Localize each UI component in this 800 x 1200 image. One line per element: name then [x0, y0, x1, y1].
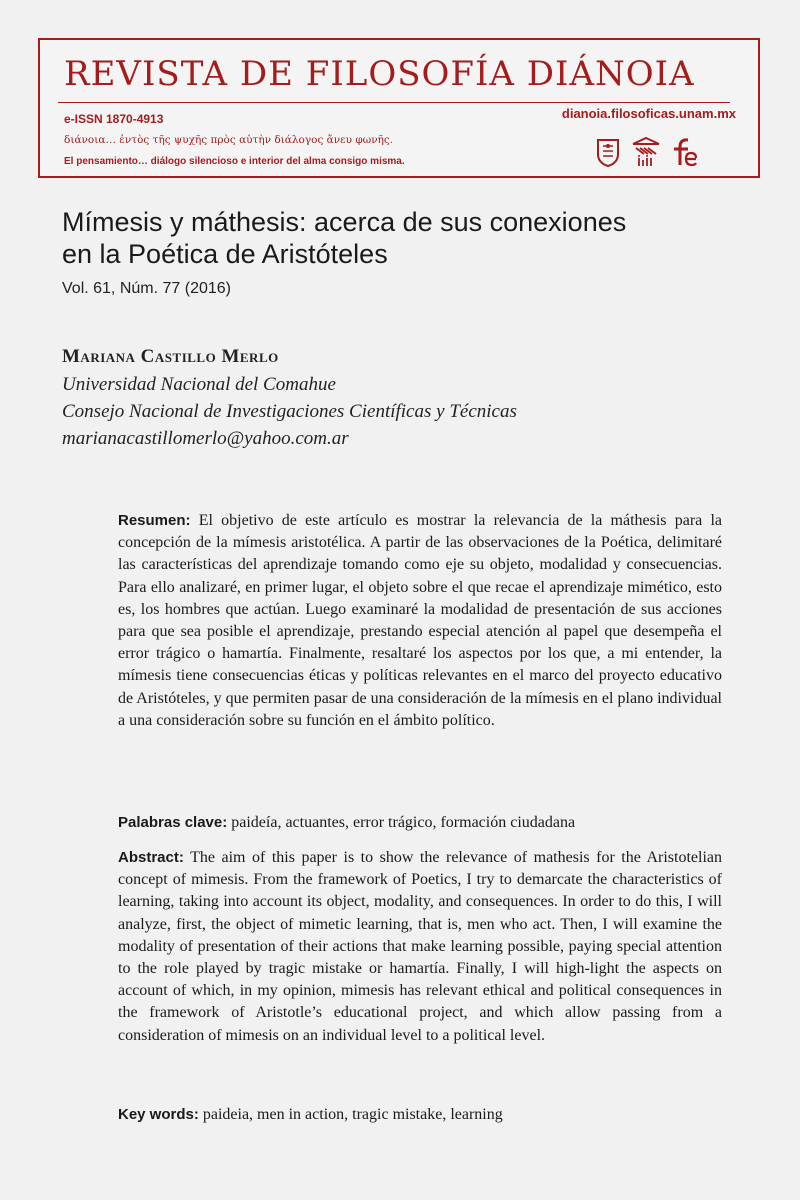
issn: e-ISSN 1870-4913 [64, 112, 164, 126]
spanish-quote: El pensamiento… diálogo silencioso e interior del alma consigo misma. [64, 156, 405, 167]
resumen-paragraph [118, 510, 722, 732]
article-title [62, 206, 742, 270]
author-affiliation: Consejo Nacional de Investigaciones Científicas y Técnicas [62, 401, 517, 422]
abstract-text: The aim of this paper is to show the relevance of mathesis for the Aristotelian concept of mimesis. From the framework of Poetics, I try to demarcate the characteristics of learning, taking into account its object, modality, and consequences. In order to do this, I will analyze, first, the object of mimetic learning, that is, men who act. Then, I will examine the modality of presentation of their actions that make learning possible, paying special attention to the role played by tragic mistake or hamartía. Finally, I will high-light the aspects on account of which, in my opinion, mimesis has relevant ethical and political consequences in the framework of Aristotle’s educational project, and which allow passing from a consideration of mimesis on an individual level to a political level. [118, 849, 723, 1044]
journal-masthead [38, 38, 760, 178]
keywords-en-paragraph [118, 1104, 722, 1126]
greek-quote: διάνοια… ἐντὸς τῆς ψυχῆς πρὸς αὑτὴν διάλογος ἄνευ φωνῆς. [64, 134, 394, 146]
palabras-clave-text: paideía, actuantes, error trágico, formación ciudadana [231, 814, 576, 831]
website-link[interactable]: dianoia.filosoficas.unam.mx [561, 106, 736, 121]
author-name: Mariana Castillo Merlo [62, 346, 279, 367]
iif-logo-icon [630, 136, 662, 168]
unam-seal-icon [592, 136, 624, 168]
key-words-label: Key words: [118, 1106, 199, 1123]
volume-info: Vol. 61, Núm. 77 (2016) [62, 280, 231, 297]
journal-title: REVISTA DE FILOSOFÍA DIÁNOIA [64, 54, 695, 94]
masthead-rule [58, 102, 730, 103]
article-title-line: Mímesis y máthesis: acerca de sus conexiones [62, 207, 627, 237]
fce-logo-icon [668, 136, 700, 168]
resumen-text: El objetivo de este artículo es mostrar la relevancia de la máthesis para la concepción de la mímesis aristotélica. A partir de las observaciones de la Poética, delimitaré las características del aprendizaje tomando como eje su objeto, modalidad y consecuencias. Para ello analizaré, en primer lugar, el objeto sobre el que recae el aprendizaje mimético, esto es, los hombres que actúan. Luego examinaré la modalidad de presentación de sus acciones para que sea posible el aprendizaje, prestando especial atención al papel que desempeña el error trágico o hamartía. Finalmente, resaltaré los aspectos por los que, a mi entender, la mímesis tiene consecuencias éticas y políticas relevantes en el marco del proyecto educativo de Aristóteles, y que permiten pasar de una consideración de la mímesis en el plano individual a una consideración sobre su función en el ámbito político. [118, 512, 722, 729]
resumen-label: Resumen: [118, 512, 191, 529]
keywords-es-paragraph [118, 812, 722, 834]
author-email[interactable]: marianacastillomerlo@yahoo.com.ar [62, 428, 349, 449]
abstract-paragraph [118, 847, 722, 1047]
abstract-label: Abstract: [118, 849, 184, 866]
author-affiliation: Universidad Nacional del Comahue [62, 374, 336, 395]
article-title-line: en la Poética de Aristóteles [62, 239, 388, 269]
key-words-text: paideia, men in action, tragic mistake, learning [202, 1106, 503, 1123]
palabras-clave-label: Palabras clave: [118, 814, 228, 831]
